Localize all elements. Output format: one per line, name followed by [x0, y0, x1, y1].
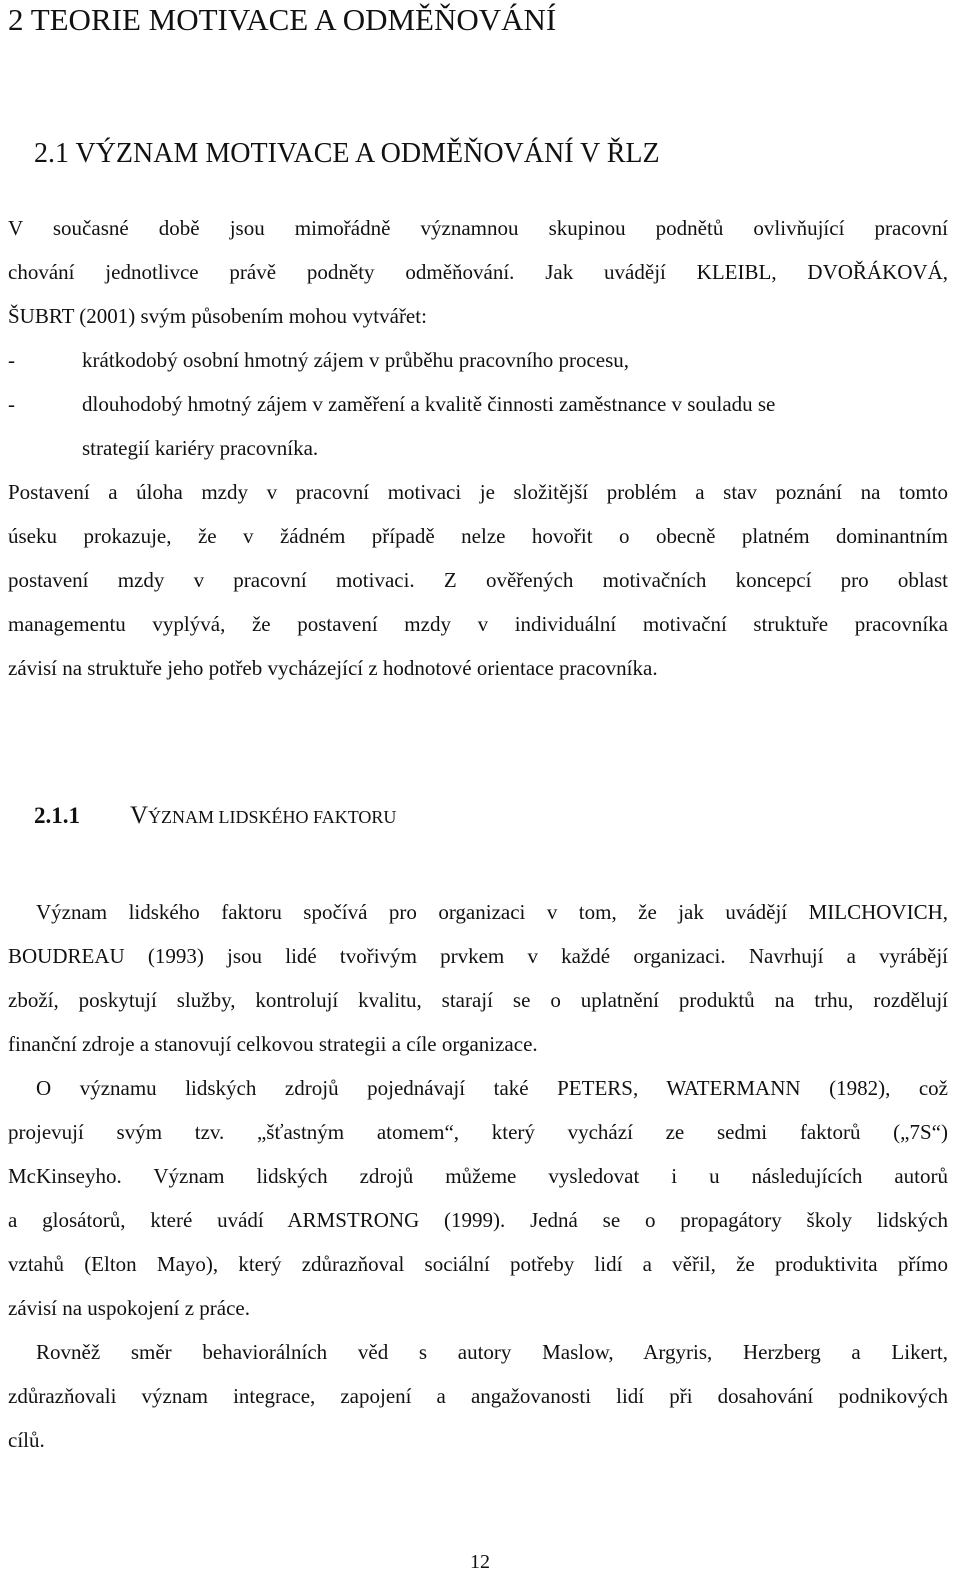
text-line: Význam lidského faktoru spočívá pro organizaci v tom, že jak uvádějí MILCHOVICH,	[36, 900, 948, 924]
subsection-heading	[34, 800, 396, 833]
text-line: a glosátorů, které uvádí ARMSTRONG (1999). Jedná se o propagátory školy lidských	[8, 1208, 948, 1232]
list-item	[8, 338, 948, 382]
list-item-continuation: strategií kariéry pracovníka.	[82, 436, 319, 460]
subsection-title-initial: V	[130, 802, 149, 829]
subsection-title-rest: ÝZNAM LIDSKÉHO FAKTORU	[148, 807, 397, 827]
text-line: Postavení a úloha mzdy v pracovní motivaci je složitější problém a stav poznání na tomto	[8, 480, 948, 504]
section-heading: 2.1 VÝZNAM MOTIVACE A ODMĚŇOVÁNÍ V ŘLZ	[34, 138, 660, 169]
text-line: BOUDREAU (1993) jsou lidé tvořivým prvkem v každé organizaci. Navrhují a vyrábějí	[8, 944, 948, 968]
text-line: zdůrazňovali význam integrace, zapojení a angažovanosti lidí při dosahování podnikových	[8, 1384, 948, 1408]
subsection-number: 2.1.1	[34, 803, 80, 828]
bullet-dash: -	[8, 348, 15, 372]
text-line: chování jednotlivce právě podněty odměňování. Jak uvádějí KLEIBL, DVOŘÁKOVÁ,	[8, 260, 948, 284]
list-item-text: dlouhodobý hmotný zájem v zaměření a kvalitě činnosti zaměstnance v souladu se	[82, 392, 776, 416]
list-item-text: krátkodobý osobní hmotný zájem v průběhu pracovního procesu,	[82, 348, 630, 372]
text-line: O významu lidských zdrojů pojednávají také PETERS, WATERMANN (1982), což	[36, 1076, 948, 1100]
text-line: Rovněž směr behaviorálních věd s autory Maslow, Argyris, Herzberg a Likert,	[36, 1340, 948, 1364]
chapter-heading: 2 TEORIE MOTIVACE A ODMĚŇOVÁNÍ	[8, 2, 557, 37]
text-line: projevují svým tzv. „šťastným atomem“, který vychází ze sedmi faktorů („7S“)	[8, 1120, 948, 1144]
intro-paragraph	[8, 206, 948, 690]
text-line: V současné době jsou mimořádně významnou skupinou podnětů ovlivňující pracovní	[8, 216, 948, 240]
text-line: cílů.	[8, 1428, 45, 1452]
text-line: závisí na struktuře jeho potřeb vycházející z hodnotové orientace pracovníka.	[8, 656, 658, 680]
page-number: 12	[470, 1551, 490, 1573]
text-line: finanční zdroje a stanovují celkovou strategii a cíle organizace.	[8, 1032, 538, 1056]
text-line: zboží, poskytují služby, kontrolují kvalitu, starají se o uplatnění produktů na trhu, rozdělují	[8, 988, 948, 1012]
text-line: úseku prokazuje, že v žádném případě nelze hovořit o obecně platném dominantním	[8, 524, 948, 548]
text-line: managementu vyplývá, že postavení mzdy v individuální motivační struktuře pracovníka	[8, 612, 948, 636]
text-line: vztahů (Elton Mayo), který zdůrazňoval sociální potřeby lidí a věřil, že produktivita přímo	[8, 1252, 948, 1276]
text-line: závisí na uspokojení z práce.	[8, 1296, 250, 1320]
list-item	[8, 382, 948, 426]
bullet-dash: -	[8, 392, 15, 416]
text-line: ŠUBRT (2001) svým působením mohou vytvářet:	[8, 304, 427, 328]
body-paragraphs	[8, 890, 948, 1462]
text-line: McKinseyho. Význam lidských zdrojů můžeme vysledovat i u následujících autorů	[8, 1164, 948, 1188]
text-line: postavení mzdy v pracovní motivaci. Z ověřených motivačních koncepcí pro oblast	[8, 568, 948, 592]
